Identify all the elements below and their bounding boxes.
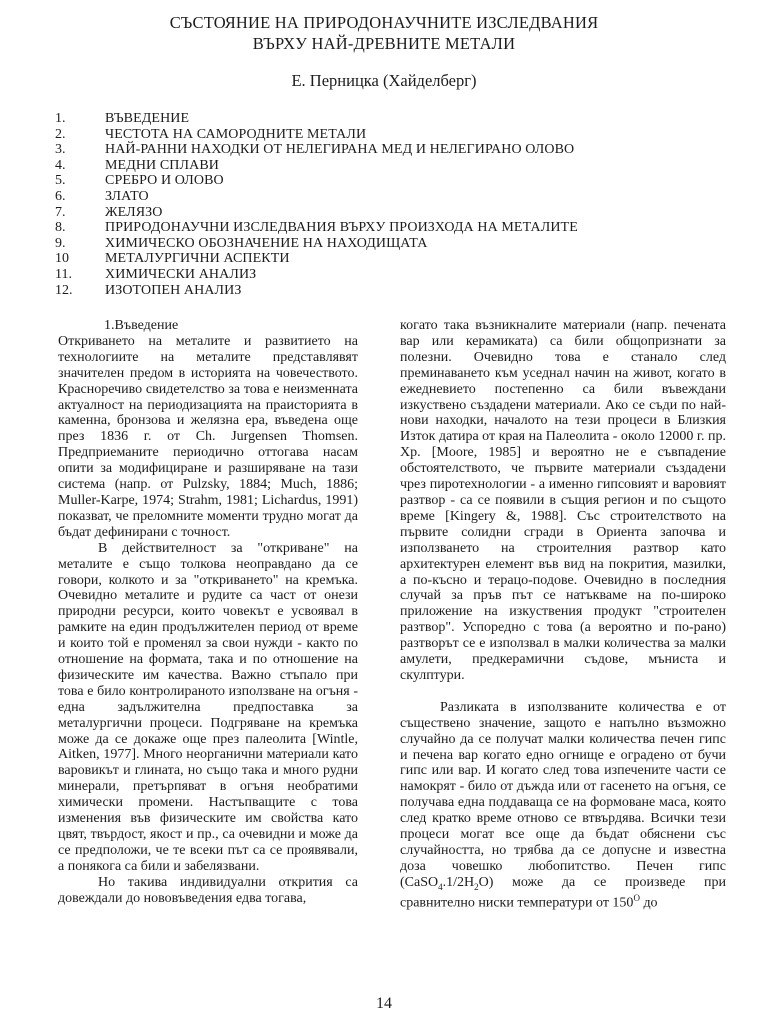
section-heading: 1.Въведение	[104, 318, 179, 333]
paragraph-text: .1/2H	[442, 874, 475, 890]
toc-item	[55, 236, 735, 252]
toc-item	[55, 142, 735, 158]
toc-number: 1.	[55, 111, 66, 126]
toc-number: 12.	[55, 282, 73, 298]
paragraph: когато така възникналите материали (напр. печената вар или керамиката) са били общопризнати за полезни. Очевидно това е станало след преминаването към уседнал начин на живот, когато в ежедневието постепенно са били въвеждани изкуствено създадени материали. Ако се съди по най-нови находки, началото на тези процеси в Близкия Изток датира от края на Палеолита - около 12000 г. пр. Хр. [Moore, 1985] и вероятно не е съвпадение обстоятелството, че първите материали създадени чрез пиротехнологии - а именно гипсовият и варовият разтвор - са се появили в същия регион и по същото време [Kingery &, 1988]. Със строителството на първите солидни сгради в Ориента започва и използването на строителния разтвор като архитектурен елемент във вид на покрития, мазилки, а по-късно и терацо-подове. Очевидно в последния случай за пръв път се натъкваме на по-широко приложение на изкуствения продукт "строителен разтвор". Успоредно с това (а вероятно и по-рано) разтворът се е използвал в малки количества за малки амулети, предкерамични съдове, мъниста и скулптури.	[400, 318, 726, 683]
toc-label: СРЕБРО И ОЛОВО	[105, 173, 224, 189]
title-line-2: ВЪРХУ НАЙ-ДРЕВНИТЕ МЕТАЛИ	[252, 34, 516, 53]
toc-item	[55, 267, 735, 283]
toc-label: ХИМИЧЕСКО ОБОЗНАЧЕНИЕ НА НАХОДИЩАТА	[105, 235, 428, 251]
toc-label: ИЗОТОПЕН АНАЛИЗ	[105, 282, 242, 298]
toc-label: ПРИРОДОНАУЧНИ ИЗСЛЕДВАНИЯ ВЪРХУ ПРОИЗХОДА НА МЕТАЛИТЕ	[105, 220, 578, 236]
toc-label: ЗЛАТО	[105, 188, 149, 204]
toc-item	[55, 205, 735, 221]
toc-number: 9.	[55, 235, 66, 251]
toc-number: 5.	[55, 173, 66, 189]
subscript: 2	[474, 881, 479, 892]
toc-label: ЧЕСТОТА НА САМОРОДНИТЕ МЕТАЛИ	[105, 126, 367, 142]
right-column	[400, 318, 726, 911]
paragraph: Но такива индивидуални открития са довеждали до нововъведения едва тогава,	[58, 874, 358, 906]
paragraph-text: O) може да се произведе при сравнително ниски температури от 150	[400, 874, 726, 911]
toc-item	[55, 158, 735, 174]
paragraph: В действителност за "откриване" на металите е също толкова неоправдано да се говори, колкото и за "откриването" на кремъка. Очевидно металите и рудите са част от онези природни ресурси, които човекът е усвоявал в рамките на един продължителен период от време и които той е променял за свои нужди - както по отношение на формата, така и по отношение на физическите им качества. Важно стъпало при това е било контролираното използване на огъня - една задължителна предпоставка за металургични процеси. Подгряване на кремъка може да се докаже още през палеолита [Wintle, Aitken, 1977]. Много неорганични материали като варовикът и глината, но също така и много рудни минерали, претърпяват в огъня необратими химически промени. Настъпващите с това изменения във физическите им свойства като цвят, твърдост, якост и пр., са очевидни и може да се предположи, че те всеки път са се проявявали, а понякога са били и забелязвани.	[58, 540, 358, 874]
left-column	[58, 318, 358, 907]
paragraph: Откриването на металите и развитието на технологиите на металите представлявят значителен предом в историята на човечеството. Красноречиво свидетелство за това е неизменната актуалност на периодизацията на праисторията в каменна, бронзова и желязна ера, въведена още през 1836 г. от Ch. Jurgensen Thomsen. Предприеманите периодично оттогава насам опити за модифициране и разширяване на тази система (напр. от Pulzsky, 1884; Much, 1886; Muller-Karpe, 1974; Strahm, 1981; Lichardus, 1991) показват, че преломните моменти трудно могат да бъдат дефинирани с точност.	[58, 333, 358, 540]
toc-item	[55, 189, 735, 205]
toc-item	[55, 251, 735, 267]
toc-item	[55, 173, 735, 189]
toc-label: ХИМИЧЕСКИ АНАЛИЗ	[105, 266, 257, 282]
article-title	[0, 12, 768, 54]
author-line: Е. Перницка (Хайделберг)	[291, 71, 477, 90]
toc-number: 11.	[55, 266, 72, 282]
toc-label: ЖЕЛЯЗО	[105, 204, 163, 220]
toc-number: 10	[55, 251, 69, 267]
toc-label: МЕДНИ СПЛАВИ	[105, 157, 219, 173]
toc-label: МЕТАЛУРГИЧНИ АСПЕКТИ	[105, 251, 290, 267]
toc-item	[55, 283, 735, 299]
title-line-1: СЪСТОЯНИЕ НА ПРИРОДОНАУЧНИТЕ ИЗСЛЕДВАНИЯ	[169, 13, 599, 32]
toc-item	[55, 111, 735, 127]
toc-number: 3.	[55, 142, 66, 158]
toc-number: 7.	[55, 204, 66, 220]
paragraph-text: до	[639, 895, 658, 911]
toc-number: 4.	[55, 157, 66, 173]
superscript: O	[633, 892, 640, 903]
toc-number: 6.	[55, 188, 66, 204]
toc-item	[55, 220, 735, 236]
subscript: 4	[438, 881, 443, 892]
paragraph	[400, 700, 726, 911]
page-number: 14	[376, 995, 392, 1012]
toc-label: НАЙ-РАННИ НАХОДКИ ОТ НЕЛЕГИРАНА МЕД И НЕЛЕГИРАНО ОЛОВО	[105, 142, 575, 158]
toc-number: 8.	[55, 220, 66, 236]
toc-label: ВЪВЕДЕНИЕ	[105, 111, 190, 126]
paragraph-text: Разликата в използваните количества е от съществено значение, защото е напълно възможно случайно да се получат малки количества печен гипс и печена вар когато едно огнище е оградено от бучи гипс или вар. И когато след това изпечените части се намокрят - било от дъжда или от гасенето на огъня, се получава една поддаваща се на формоване маса, която след кратко време отново се втвърдява. Всички тези процеси могат все още да бъдат обяснени със случайността, но трябва да се допусне и известна доза човешко любопитство. Печен гипс (CaSO	[400, 699, 726, 890]
paragraph-gap	[400, 684, 726, 700]
toc-item	[55, 127, 735, 143]
toc-number: 2.	[55, 126, 66, 142]
table-of-contents	[55, 111, 735, 298]
